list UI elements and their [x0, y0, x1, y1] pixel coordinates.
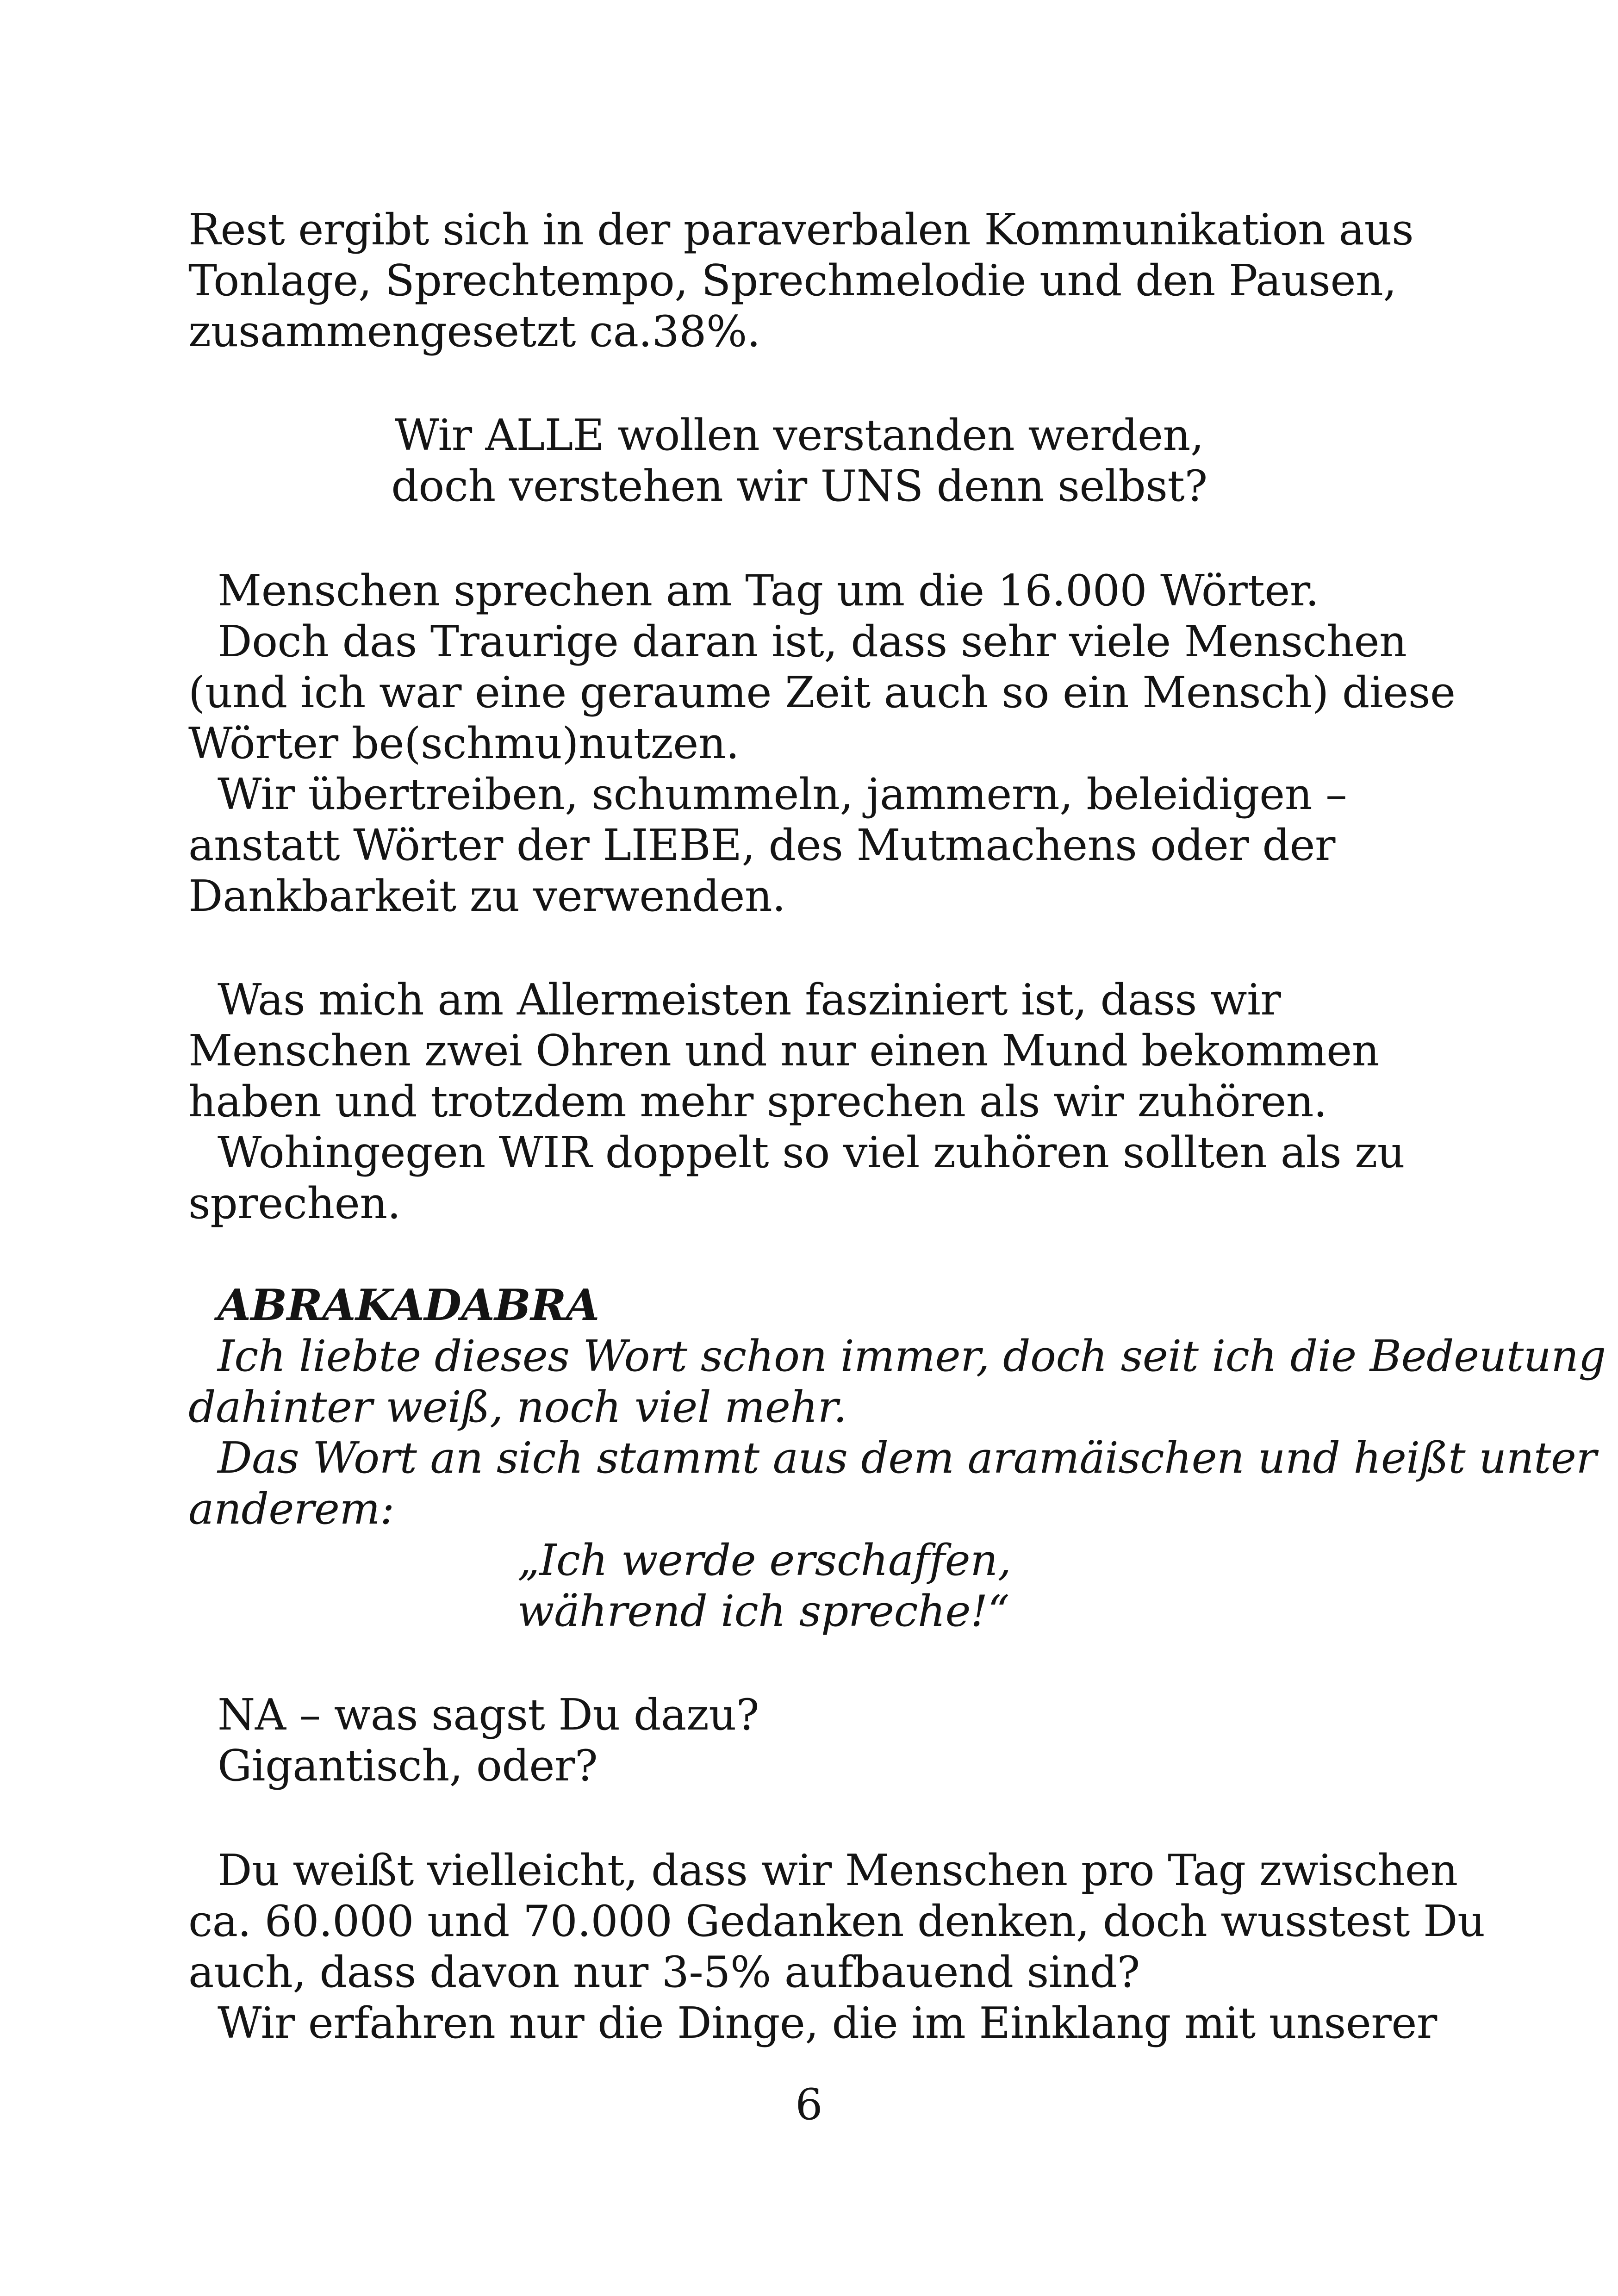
quote-line: „Ich werde erschaffen, — [517, 1535, 1011, 1585]
quote-line: während ich spreche!“ — [517, 1586, 1009, 1636]
text-line: NA – was sagst Du dazu? — [218, 1690, 759, 1740]
text-line: anstatt Wörter der LIEBE, des Mutmachens oder der — [188, 820, 1335, 870]
text-line: Dankbarkeit zu verwenden. — [188, 871, 786, 921]
section-heading: ABRAKADABRA — [218, 1280, 599, 1330]
text-line: haben und trotzdem mehr sprechen als wir zuhören. — [188, 1076, 1327, 1126]
text-line: (und ich war eine geraume Zeit auch so ein Mensch) diese — [188, 667, 1456, 717]
centered-line: Wir ALLE wollen verstanden werden, — [394, 410, 1204, 460]
text-line: Was mich am Allermeisten fasziniert ist, dass wir — [218, 975, 1281, 1025]
text-line: ca. 60.000 und 70.000 Gedanken denken, doch wusstest Du — [188, 1896, 1485, 1946]
italic-line: Ich liebte dieses Wort schon immer, doch seit ich die Bedeutung — [218, 1331, 1606, 1381]
italic-line: dahinter weiß, noch viel mehr. — [188, 1382, 847, 1432]
text-line: Wohingegen WIR doppelt so viel zuhören sollten als zu — [218, 1127, 1405, 1177]
text-line: sprechen. — [188, 1178, 401, 1228]
text-line: Menschen sprechen am Tag um die 16.000 Wörter. — [218, 566, 1319, 616]
text-line: zusammengesetzt ca.38%. — [188, 306, 760, 356]
text-line: Wir erfahren nur die Dinge, die im Einklang mit unserer — [218, 1998, 1437, 2048]
text-line: Tonlage, Sprechtempo, Sprechmelodie und den Pausen, — [188, 255, 1397, 305]
italic-line: Das Wort an sich stammt aus dem aramäischen und heißt unter — [218, 1433, 1597, 1483]
text-line: Wörter be(schmu)nutzen. — [188, 718, 740, 768]
text-line: Du weißt vielleicht, dass wir Menschen pro Tag zwischen — [218, 1845, 1458, 1895]
italic-line: anderem: — [188, 1484, 394, 1534]
text-line: auch, dass davon nur 3-5% aufbauend sind? — [188, 1947, 1140, 1997]
text-line: Menschen zwei Ohren und nur einen Mund bekommen — [188, 1026, 1380, 1076]
text-line: Doch das Traurige daran ist, dass sehr viele Menschen — [218, 616, 1407, 666]
centered-line: doch verstehen wir UNS denn selbst? — [391, 461, 1207, 511]
text-line: Wir übertreiben, schummeln, jammern, beleidigen – — [218, 769, 1347, 819]
text-line: Rest ergibt sich in der paraverbalen Kommunikation aus — [188, 205, 1414, 255]
text-line: Gigantisch, oder? — [218, 1741, 598, 1791]
page-number: 6 — [795, 2079, 823, 2129]
